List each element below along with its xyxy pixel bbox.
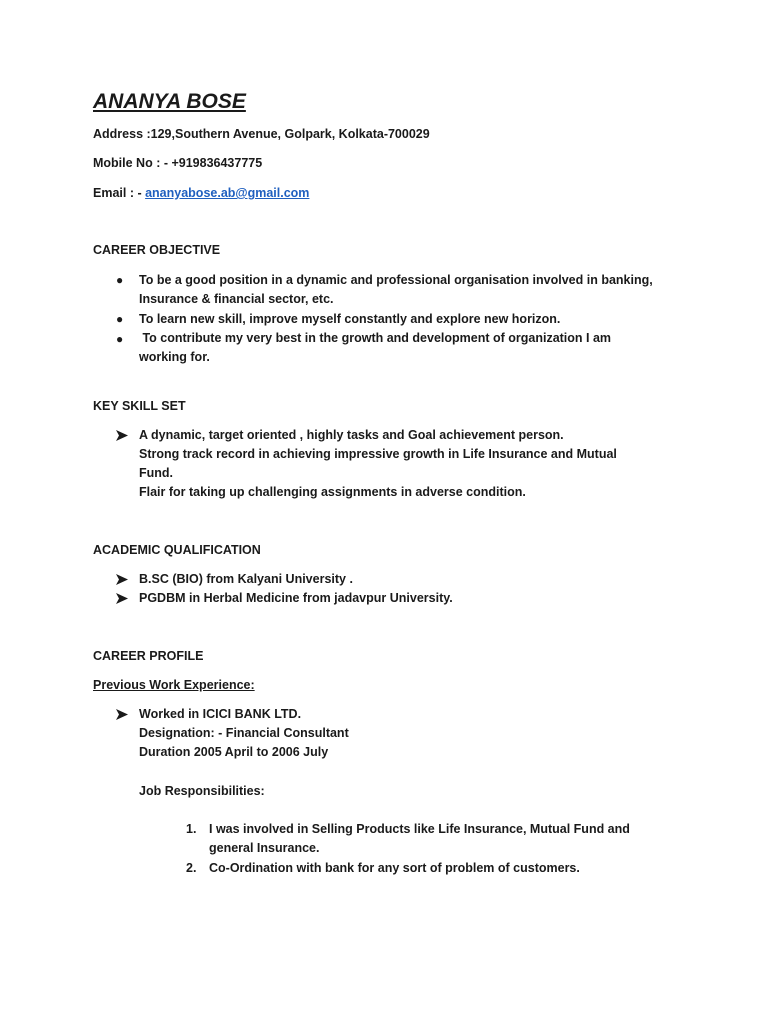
objective-item-1-line-2: Insurance & financial sector, etc.: [139, 292, 334, 306]
objective-item-1-line-1: To be a good position in a dynamic and professional organisation involved in banking,: [139, 273, 653, 287]
arrow-bullet-icon: [115, 589, 129, 608]
job-duration: Duration 2005 April to 2006 July: [139, 745, 329, 759]
responsibility-2-number: 2.: [186, 861, 197, 875]
email-link[interactable]: ananyabose.ab@gmail.com: [145, 186, 310, 200]
career-profile-heading: CAREER PROFILE: [93, 649, 204, 663]
objective-item-2-line-1: To learn new skill, improve myself constantly and explore new horizon.: [139, 312, 561, 326]
arrow-bullet-icon: [115, 426, 129, 445]
academic-heading: ACADEMIC QUALIFICATION: [93, 543, 261, 557]
objective-item-3-line-1: To contribute my very best in the growth and development of organization I am: [139, 331, 612, 345]
bullet-dot-icon: ●: [116, 273, 124, 287]
previous-work-subheading: Previous Work Experience:: [93, 678, 255, 692]
responsibility-1-number: 1.: [186, 822, 197, 836]
address-line: Address :129,Southern Avenue, Golpark, Kolkata-700029: [93, 127, 430, 141]
academic-item-2: PGDBM in Herbal Medicine from jadavpur University.: [139, 591, 453, 605]
email-label: Email : -: [93, 186, 146, 200]
objective-item-3-line-2: working for.: [139, 350, 210, 364]
candidate-name: ANANYA BOSE: [93, 90, 246, 113]
arrow-bullet-icon: [115, 570, 129, 589]
skill-line-1: A dynamic, target oriented , highly tasks and Goal achievement person.: [139, 428, 564, 442]
academic-item-1: B.SC (BIO) from Kalyani University .: [139, 572, 353, 586]
arrow-bullet-icon: [115, 705, 129, 724]
key-skill-heading: KEY SKILL SET: [93, 399, 186, 413]
responsibilities-heading: Job Responsibilities:: [139, 784, 265, 798]
skill-line-3: Fund.: [139, 466, 174, 480]
job-company: Worked in ICICI BANK LTD.: [139, 707, 302, 721]
mobile-line: Mobile No : - +919836437775: [93, 156, 263, 170]
responsibility-1-line-1: I was involved in Selling Products like Life Insurance, Mutual Fund and: [209, 822, 630, 836]
skill-line-4: Flair for taking up challenging assignments in adverse condition.: [139, 485, 526, 499]
job-designation: Designation: - Financial Consultant: [139, 726, 349, 740]
email-line: [93, 184, 309, 203]
responsibility-2-line-1: Co-Ordination with bank for any sort of problem of customers.: [209, 861, 580, 875]
skill-line-2: Strong track record in achieving impressive growth in Life Insurance and Mutual: [139, 447, 617, 461]
bullet-dot-icon: ●: [116, 332, 124, 346]
bullet-dot-icon: ●: [116, 312, 124, 326]
career-objective-heading: CAREER OBJECTIVE: [93, 243, 221, 257]
responsibility-1-line-2: general Insurance.: [209, 841, 320, 855]
